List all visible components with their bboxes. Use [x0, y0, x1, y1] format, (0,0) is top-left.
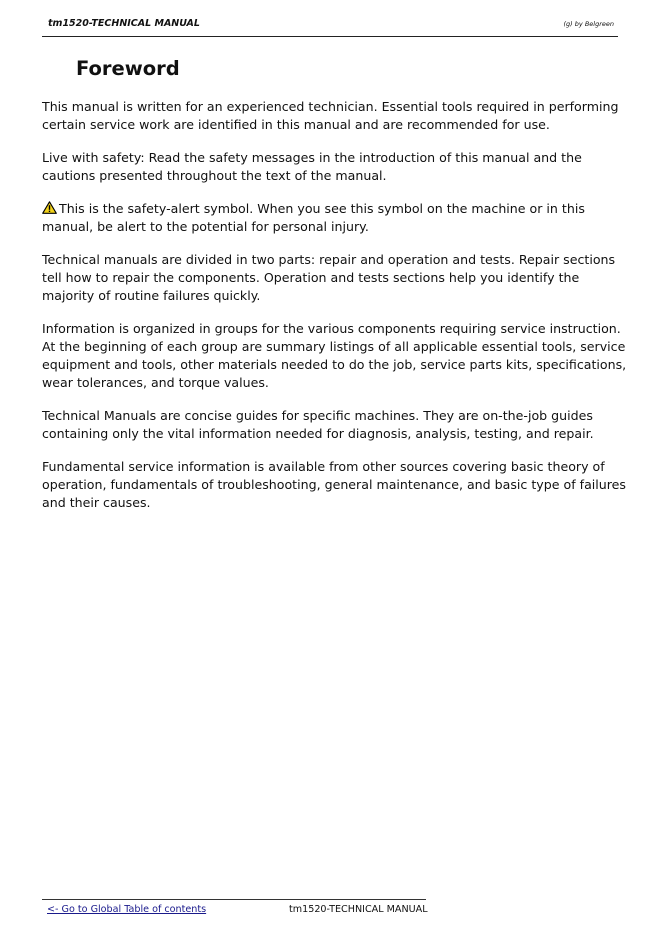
paragraph-parts: Technical manuals are divided in two parts: repair and operation and tests. Repair sections tell how to repair the components. Operation and tests sections help you identify the majority of routine failures quickly. [42, 252, 616, 303]
header-title: tm1520-TECHNICAL MANUAL [48, 18, 200, 29]
page-title: Foreword [76, 57, 180, 80]
global-toc-link[interactable]: <- Go to Global Table of contents [47, 904, 207, 915]
warning-triangle-icon [42, 201, 57, 214]
paragraph-fundamentals: Fundamental service information is available from other sources covering basic theory of operation, fundamentals of troubleshooting, general maintenance, and basic type of failures and their causes. [42, 459, 626, 510]
paragraph-organization: Information is organized in groups for the various components requiring service instruction. At the beginning of each group are summary listings of all applicable essential tools, service equipment and tools, other materials needed to do the job, service parts kits, specifications, wear tolerances, and torque values. [42, 321, 627, 390]
paragraph-intro: This manual is written for an experienced technician. Essential tools required in performing certain service work are identified in this manual and are recommended for use. [42, 99, 619, 132]
paragraph-guides: Technical Manuals are concise guides for specific machines. They are on-the-job guides containing only the vital information needed for diagnosis, analysis, testing, and repair. [42, 408, 594, 441]
paragraph-alert-text: This is the safety-alert symbol. When you see this symbol on the machine or in this manual, be alert to the potential for personal injury. [42, 201, 585, 234]
footer-title: tm1520-TECHNICAL MANUAL [289, 904, 428, 915]
footer-divider [42, 899, 426, 900]
page-header [42, 16, 618, 37]
header-credit: (g) by Belgreen [563, 20, 614, 28]
paragraph-safety: Live with safety: Read the safety messages in the introduction of this manual and the cautions presented throughout the text of the manual. [42, 150, 582, 183]
paragraph-alert [42, 200, 627, 236]
foreword-body [42, 98, 627, 527]
